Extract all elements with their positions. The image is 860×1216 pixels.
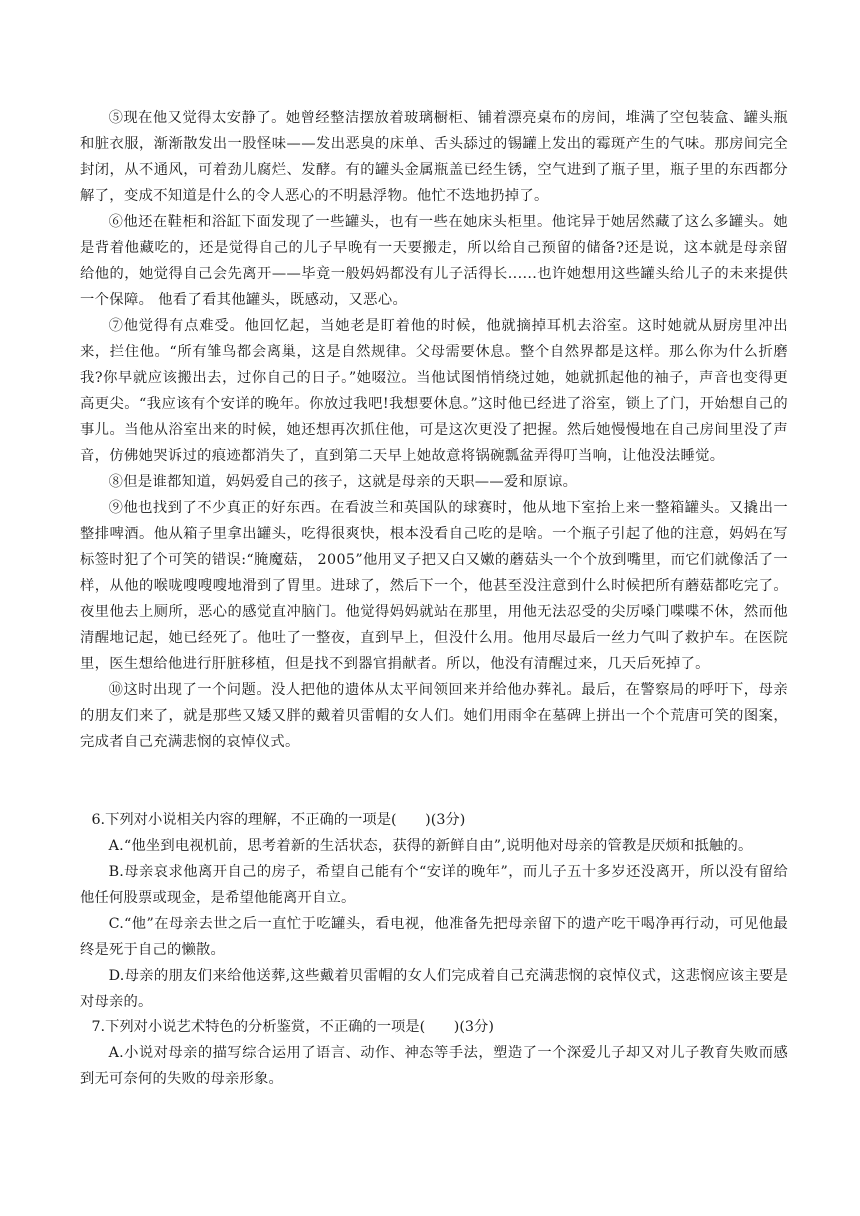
question-6-stem: 6.下列对小说相关内容的理解，不正确的一项是( )(3分) xyxy=(91,812,466,828)
paragraph-5: ⑤现在他又觉得太安静了。她曾经整洁摆放着玻璃橱柜、铺着漂亮桌布的房间，堆满了空包装盒、罐头瓶和脏衣服，渐渐散发出一股怪味——发出恶臭的床单、舌头舔过的锡罐上发出的霉斑产生的气味。那房间完全封闭，从不通风，可着劲儿腐烂、发酵。有的罐头金属瓶盖已经生锈，空气进到了瓶子里，瓶子里的东西都分解了，变成不知道是什么的令人恶心的不明悬浮物。他忙不迭地扔掉了。 xyxy=(80,110,788,204)
paragraph-6: ⑥他还在鞋柜和浴缸下面发现了一些罐头，也有一些在她床头柜里。他诧异于她居然藏了这么多罐头。她是背着他藏吃的，还是觉得自己的儿子早晚有一天要搬走，所以给自己预留的储备?还是说，这本就是母亲留给他的，她觉得自己会先离开——毕竟一般妈妈都没有儿子活得长......也许她想用这些罐头给儿子的未来提供一个保障。 他看了看其他罐头，既感动，又恶心。 xyxy=(80,214,788,308)
question-6-option-a: A.“他坐到电视机前，思考着新的生活状态，获得的新鲜自由”,说明他对母亲的管教是厌烦和抵触的。 xyxy=(108,838,753,854)
question-6-option-d: D.母亲的朋友们来给他送葬,这些戴着贝雷帽的女人们完成着自己充满悲悯的哀悼仪式，这悲悯应该主要是对母亲的。 xyxy=(80,968,788,1010)
question-7-option-a: A.小说对母亲的描写综合运用了语言、动作、神态等手法，塑造了一个深爱儿子却又对儿子教育失败而感到无可奈何的失败的母亲形象。 xyxy=(80,1045,788,1087)
story-paragraphs xyxy=(80,105,788,755)
question-6 xyxy=(80,807,788,1015)
paragraph-9: ⑨他也找到了不少真正的好东西。在看波兰和英国队的球赛时，他从地下室抬上来一整箱罐头。又撬出一整排啤酒。他从箱子里拿出罐头，吃得很爽快，根本没看自己吃的是啥。一个瓶子引起了他的注意，妈妈在写标签时犯了个可笑的错误:“腌魔菇， 2005”他用叉子把又白又嫩的蘑菇头一个个放到嘴里，而它们就像活了一样，从他的喉咙嗖嗖嗖地滑到了胃里。进球了，然后下一个，他甚至没注意到什么时候把所有蘑菇都吃完了。夜里他去上厕所，恶心的感觉直冲脑门。他觉得妈妈就站在那里，用他无法忍受的尖厉嗓门喋喋不休，然而他清醒地记起，她已经死了。他吐了一整夜，直到早上，但没什么用。他用尽最后一丝力气叫了救护车。在医院里，医生想给他进行肝脏移植，但是找不到器官捐献者。所以，他没有清醒过来，几天后死掉了。 xyxy=(80,500,788,672)
question-6-option-c: C.“他”在母亲去世之后一直忙于吃罐头，看电视，他准备先把母亲留下的遗产吃干喝净再行动，可见他最终是死于自己的懒散。 xyxy=(80,916,788,958)
question-7-stem: 7.下列对小说艺术特色的分析鉴赏，不正确的一项是( )(3分) xyxy=(91,1019,494,1035)
question-7 xyxy=(80,1014,788,1092)
question-6-option-b: B.母亲哀求他离开自己的房子，希望自己能有个“安详的晚年”，而儿子五十多岁还没离开，所以没有留给他任何股票或现金，是希望他能离开自立。 xyxy=(80,864,788,906)
paragraph-7: ⑦他觉得有点难受。他回忆起，当她老是盯着他的时候，他就摘掉耳机去浴室。这时她就从厨房里冲出来，拦住他。“所有雏鸟都会离巢，这是自然规律。父母需要休息。整个自然界都是这样。那么你为什么折磨我?你早就应该搬出去，过你自己的日子。”她啜泣。当他试图悄悄绕过她，她就抓起他的袖子，声音也变得更高更尖。“我应该有个安详的晚年。你放过我吧!我想要休息。”这时他已经进了浴室，锁上了门，开始想自己的事儿。当他从浴室出来的时候，她还想再次抓住他，可是这次更没了把握。然后她慢慢地在自己房间里没了声音，仿佛她哭诉过的痕迹都消失了，直到第二天早上她故意将锅碗瓢盆弄得叮当响，让他没法睡觉。 xyxy=(80,318,788,464)
paragraph-10: ⑩这时出现了一个问题。没人把他的遗体从太平间领回来并给他办葬礼。最后，在警察局的呼吁下，母亲的朋友们来了，就是那些又矮又胖的戴着贝雷帽的女人们。她们用雨伞在墓碑上拼出一个个荒唐可笑的图案，完成者自己充满悲悯的哀悼仪式。 xyxy=(80,682,788,750)
paragraph-8: ⑧但是谁都知道，妈妈爱自己的孩子，这就是母亲的天职——爱和原谅。 xyxy=(108,474,578,490)
